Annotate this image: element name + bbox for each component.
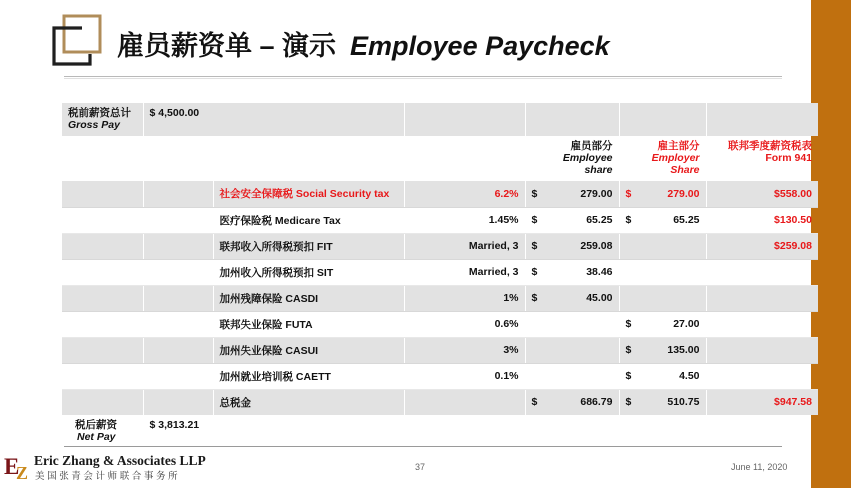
employer-amount xyxy=(619,311,706,337)
header-form-941 xyxy=(706,136,818,181)
svg-text:E: E xyxy=(4,454,20,479)
row-label: 加州残障保险 CASDI xyxy=(213,285,404,311)
table-row xyxy=(62,181,818,207)
row-label: 医疗保险税 Medicare Tax xyxy=(213,207,404,233)
amount-value: 686.79 xyxy=(580,396,613,409)
table-row xyxy=(62,285,818,311)
footer-date: June 11, 2020 xyxy=(731,462,788,472)
form941-amount xyxy=(706,259,818,285)
header-employee-cn: 雇员部分 xyxy=(570,140,613,152)
amount-value: 259.08 xyxy=(580,240,613,252)
row-rate: 0.6% xyxy=(404,311,525,337)
currency-symbol: $ xyxy=(625,187,632,200)
page-number: 37 xyxy=(415,462,426,472)
currency-symbol: $ xyxy=(531,292,538,304)
gross-pay-row xyxy=(62,103,818,136)
header-employer-cn: 雇主部分 xyxy=(657,140,700,152)
amount-value: 4.50 xyxy=(679,370,700,382)
row-label: 加州就业培训税 CAETT xyxy=(213,363,404,389)
firm-name-english: Eric Zhang & Associates LLP xyxy=(34,453,206,468)
header-employee-en: Employee xyxy=(562,152,613,164)
ez-monogram-logo-icon xyxy=(4,452,32,480)
header-employer-en: Employer xyxy=(651,152,700,164)
row-rate: Married, 3 xyxy=(404,259,525,285)
form941-total: $947.58 xyxy=(706,389,818,415)
net-pay-label xyxy=(62,415,143,445)
total-row xyxy=(62,389,818,415)
page-title xyxy=(117,26,610,66)
amount-value: 45.00 xyxy=(586,292,613,304)
currency-symbol: $ xyxy=(625,370,632,382)
footer-divider xyxy=(64,446,782,447)
header-employee-en2: share xyxy=(584,164,613,176)
currency-symbol: $ xyxy=(531,396,538,409)
row-rate: 6.2% xyxy=(404,181,525,207)
employee-amount xyxy=(525,259,619,285)
employee-amount xyxy=(525,181,619,207)
employee-amount xyxy=(525,363,619,389)
row-rate xyxy=(404,389,525,415)
header-employer-share xyxy=(619,136,706,181)
form941-amount xyxy=(706,363,818,389)
form941-amount: $558.00 xyxy=(706,181,818,207)
header-employee-share xyxy=(525,136,619,181)
total-label: 总税金 xyxy=(213,389,404,415)
employer-amount xyxy=(619,337,706,363)
cell-empty xyxy=(525,103,619,136)
employer-amount xyxy=(619,363,706,389)
row-rate: 1% xyxy=(404,285,525,311)
currency-symbol: $ xyxy=(625,318,632,330)
table-row xyxy=(62,233,818,259)
currency-symbol: $ xyxy=(625,344,632,356)
firm-name-chinese: 美国张青会计师联合事务所 xyxy=(35,471,181,482)
table-row xyxy=(62,363,818,389)
form941-amount xyxy=(706,311,818,337)
table-row xyxy=(62,337,818,363)
net-pay-value: $ 3,813.21 xyxy=(143,415,404,445)
table-row xyxy=(62,259,818,285)
employee-amount xyxy=(525,337,619,363)
cell-empty xyxy=(404,103,525,136)
gross-pay-label xyxy=(62,103,143,136)
net-pay-label-cn: 税后薪资 xyxy=(75,419,117,431)
amount-value: 510.75 xyxy=(667,396,700,409)
svg-text:Z: Z xyxy=(16,463,29,480)
net-pay-label-en: Net Pay xyxy=(77,431,116,443)
row-label: 联邦收入所得税预扣 FIT xyxy=(213,233,404,259)
row-rate: 0.1% xyxy=(404,363,525,389)
employer-amount xyxy=(619,233,706,259)
row-label: 加州失业保险 CASUI xyxy=(213,337,404,363)
amount-value: 27.00 xyxy=(673,318,700,330)
currency-symbol: $ xyxy=(531,266,538,278)
currency-symbol: $ xyxy=(625,396,632,409)
employer-amount xyxy=(619,259,706,285)
row-label: 联邦失业保险 FUTA xyxy=(213,311,404,337)
amount-value: 135.00 xyxy=(667,344,700,356)
employer-total xyxy=(619,389,706,415)
cell-empty xyxy=(706,103,818,136)
form941-amount xyxy=(706,337,818,363)
form941-amount: $259.08 xyxy=(706,233,818,259)
row-rate: Married, 3 xyxy=(404,233,525,259)
table-row xyxy=(62,207,818,233)
amount-value: 38.46 xyxy=(586,266,613,278)
employer-amount xyxy=(619,181,706,207)
currency-symbol: $ xyxy=(531,240,538,252)
row-rate: 1.45% xyxy=(404,207,525,233)
cell-empty xyxy=(619,103,706,136)
amount-value: 65.25 xyxy=(586,214,613,226)
header-row xyxy=(62,136,818,181)
employee-amount xyxy=(525,311,619,337)
table-row xyxy=(62,311,818,337)
title-english: Employee Paycheck xyxy=(350,31,610,61)
title-divider-shadow xyxy=(64,78,782,79)
header-form941-cn: 联邦季度薪资税表 xyxy=(728,140,812,152)
currency-symbol: $ xyxy=(625,214,632,226)
amount-value: 279.00 xyxy=(580,187,613,200)
employee-amount xyxy=(525,233,619,259)
form941-amount xyxy=(706,285,818,311)
header-form941-en: Form 941 xyxy=(765,152,812,164)
amount-value: 65.25 xyxy=(673,214,700,226)
currency-symbol: $ xyxy=(531,214,538,226)
employee-total xyxy=(525,389,619,415)
row-label: 社会安全保障税 Social Security tax xyxy=(213,181,404,207)
employer-amount xyxy=(619,285,706,311)
gross-pay-label-en: Gross Pay xyxy=(68,119,120,131)
paycheck-table xyxy=(62,103,818,445)
employer-amount xyxy=(619,207,706,233)
square-bracket-logo-icon xyxy=(52,14,102,66)
title-chinese: 雇员薪资单 – 演示 xyxy=(117,31,337,61)
header-employer-en2: Share xyxy=(670,164,700,176)
row-label: 加州收入所得税预扣 SIT xyxy=(213,259,404,285)
row-rate: 3% xyxy=(404,337,525,363)
employee-amount xyxy=(525,207,619,233)
form941-amount: $130.50 xyxy=(706,207,818,233)
employee-amount xyxy=(525,285,619,311)
gross-pay-label-cn: 税前薪资总计 xyxy=(68,107,131,119)
amount-value: 279.00 xyxy=(667,187,700,200)
title-divider xyxy=(64,76,782,77)
currency-symbol: $ xyxy=(531,187,538,200)
gross-pay-value: $ 4,500.00 xyxy=(143,103,404,136)
net-pay-row xyxy=(62,415,818,445)
